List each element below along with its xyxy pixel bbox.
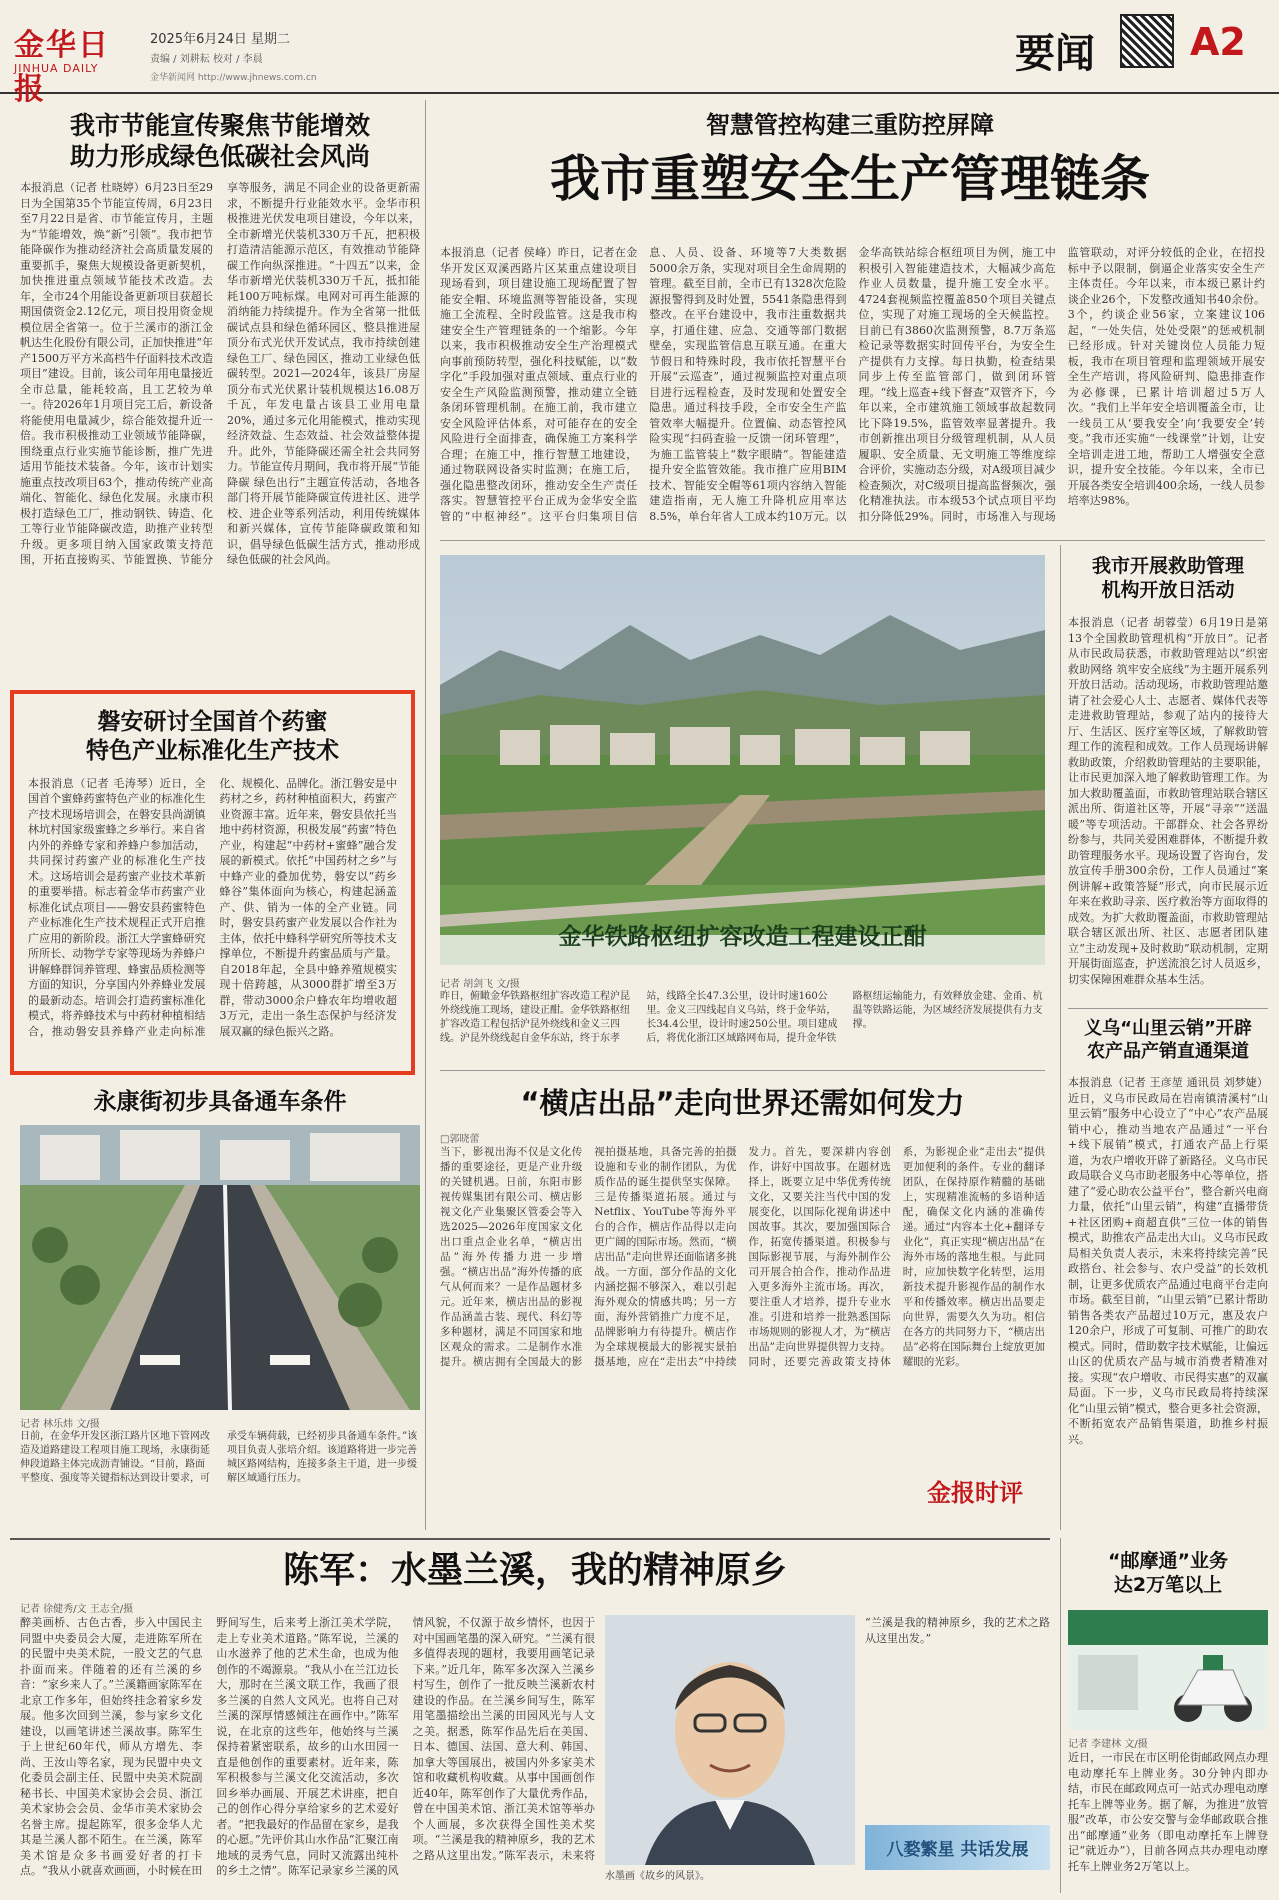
article-body: 本报消息（记者 王彦堃 通讯员 刘梦婕）近日，义乌市民政局在岩南镇清溪村“山里云销”服务中心设立了“中心”农产品展销中心，推动当地农产品通过“一平台+线下展销”模式，打通农产品上行渠道，为农户增收开辟了新路径。义乌市民政局联合义乌市助老服务中心等单位，搭建了“爱心助农公益平台”，整合新兴电商力量，依托“山里云销”，构建“直播带货+社区团购+商超直供”三位一体的销售模式，助推农产品走出大山。义乌市民政局相关负责人表示，未来将持续完善“民政搭台、社会参与、农户受益”的长效机制，让更多优质农产品通过电商平台走向市场。截至目前，“山里云销”已累计帮助销售各类农产品超过10万元，惠及农户120余户，形成了可复制、可推广的助农模式。同时，借助数字技术赋能，让偏远山区的优质农产品与城市消费者精准对接。实现“农户增收、市民得实惠”的双赢局面。下一步，义乌市民政局将持续深化“山里云销”模式，整合更多社会资源，不断拓宽农产品销售渠道，助推乡村振兴。: [1068, 1076, 1268, 1446]
article-headline: 我市重塑安全生产管理链条: [550, 150, 1150, 208]
article-rescue: [1068, 555, 1268, 603]
editor-credits: 责编 / 刘耕耘 校对 / 李晨: [150, 54, 263, 65]
chenjun-quote: “兰溪是我的精神原乡，我的艺术之路从这里出发。”: [865, 1616, 1050, 1645]
masthead: [0, 0, 1279, 107]
article-title-line: 机构开放日活动: [1101, 578, 1235, 601]
section-divider: [440, 540, 1265, 541]
page-number: A2: [1190, 20, 1246, 64]
newspaper-logo-sub: JINHUA DAILY: [14, 62, 99, 75]
postal-photo: [1068, 1610, 1268, 1730]
chenjun-byline: 记者 徐健秀/文 王志全/摄: [20, 1604, 134, 1615]
column-banner: [865, 1825, 1050, 1870]
article-kicker: 智慧管控构建三重防控屏障: [706, 111, 994, 139]
qr-code-icon: [1120, 14, 1174, 68]
chenjun-portrait: [605, 1615, 855, 1865]
yongkang-photo-image: [20, 1125, 420, 1410]
railway-photo-image: [440, 555, 1045, 965]
section-divider: [1068, 1008, 1268, 1009]
railway-caption: 昨日，俯瞰金华铁路枢纽扩容改造工程沪昆外绕线施工现场，建设正酣。金华铁路枢纽扩容改造工程包括沪昆外绕线和金义三四线。沪昆外绕线起自金华东站，终于东孝站，线路全长47.3公里，设计时速160公里。金义三四线起自义乌站，终于金华站，长34.4公里，设计时速250公里。项目建成后，将优化浙江区域路网布局，提升金华铁路枢纽运输能力，有效释放金建、金甬、杭温等铁路运能，为区域经济发展提供有力支撑。: [440, 991, 1043, 1044]
article-yiwu: [1068, 1018, 1268, 1063]
postal-byline: 记者 李建林 文/摄: [1068, 1739, 1148, 1750]
article-postal: [1068, 1550, 1268, 1598]
article-title-line: 磐安研讨全国首个药蜜: [97, 709, 328, 735]
article-title: 永康街初步具备通车条件: [93, 1089, 347, 1115]
column-banner-label: 八婺繁星 共话发展: [886, 1840, 1029, 1860]
section-divider: [10, 1538, 1050, 1540]
article-beekeeping: [10, 690, 415, 1075]
article-title-line: 助力形成绿色低碳社会风尚: [69, 142, 370, 172]
portrait-image: [605, 1615, 855, 1865]
issue-date: 2025年6月24日 星期二: [150, 32, 291, 47]
article-title: “横店出品”走向世界还需如何发力: [520, 1086, 965, 1120]
article-title-line: 我市开展救助管理: [1091, 555, 1244, 577]
commentary-badge-label: 金报时评: [927, 1478, 1023, 1507]
article-body: 本报消息（记者 侯峰）昨日，记者在金华开发区双溪西路片区某重点建设项目现场看到，项目建设施工现场配置了智能安全帽、环境监测等智能设备，实现施工全流程、全时段监管。这是我市构建安全生产管理链条的一个缩影。今年以来，我市积极推动安全生产治理模式向事前预防转型，强化科技赋能，以“数字化”手段加强对重点领域、重点行业的安全生产风险监测预警，推动建立全链条闭环管理机制。在施工前，我市建立安全风险评估体系，对可能存在的安全风险进行全面排查，确保施工方案科学合理；在施工中，推行智慧工地建设，通过物联网设备实时监测；在施工后，强化隐患整改闭环，推动安全生产责任落实。智慧管控平台正成为金华安全监管的“中枢神经”。这平台归集项目信息、人员、设备、环境等7大类数据5000余万条，实现对项目全生命周期的管理。截至目前，全市已有1328次危险源报警得到及时处置，5541条隐患得到整改。在平台建设中，我市注重数据共享，打通住建、应急、交通等部门数据壁垒，实现监管信息互联互通。在重大节假日和特殊时段，我市依托智慧平台开展“云巡查”，通过视频监控对重点项目进行远程检查，及时发现和处置安全隐患。通过科技手段，全市安全生产监管效率大幅提升。位置偏、动态管控风险实现“扫码查验一反馈一闭环管理”，为施工监管装上“数字眼睛”。智能建造提升安全监管效能。我市推广应用BIM技术、智能安全帽等61项内容纳入智能建造指南，无人施工升降机应用率达8.5%，单台年省人工成本约10万元。以金华高铁站综合枢纽项目为例，施工中积极引入智能建造技术，大幅减少高危作业人员数量，提升施工安全水平。4724套视频监控覆盖850个项目关键点位，实现了对施工现场的全天候监控。目前已有3860次监测预警，8.7万条巡检记录等数据实时回传平台，为安全生产提供有力支撑。每日执勤，检查结果同步上传至监管部门，做到闭环管理。“线上巡查+线下督查”双管齐下，今年以来，全市建筑施工领域事故起数同比下降19.5%，监管效率显著提升。我市创新推出项目分级管理机制，从人员履职、安全质量、无文明施工等维度综合评价，实施动态分级，对A级项目减少检查频次，对C级项目提高监督频次，强化精准执法。市本级53个试点项目平均扣分降低29%。同时，市场准入与现场监管联动，对评分较低的企业，在招投标中予以限制，倒逼企业落实安全生产主体责任。今年以来，市本级已累计约谈企业26个，下发整改通知书40余份。3个，约谈企业56家，立案建议106起，“一处失信，处处受限”的惩戒机制已经形成。针对关键岗位人员能力短板，我市在项目管理和监理领域开展安全生产培训，将风险研判、隐患排查作为必修课，已累计培训超过5万人次。“我们上半年安全培训覆盖全市，让一线员工从‘要我安全’向‘我要安全’转变。”我市还实施“一线课堂”计划，让安全培训走进工地，帮助工人增强安全意识，提升安全技能。今年以来，全市已开展各类安全培训400余场，一线人员参培率达98%。: [440, 246, 1265, 523]
article-title-line: 特色产业标准化生产技术: [86, 737, 339, 764]
article-body: 本报消息（记者 杜晓婷）6月23日至29日为全国第35个节能宣传周，6月23日至7月22日是省、市节能宣传月，主题为“节能增效，焕“新”引领”。我市把节能降碳作为推动经济社会高质量发展的重要抓手，聚焦大规模设备更新契机，加快推进重点领域节能技术改造。去年，全市24个用能设备更新项目获超长期国债资金2.12亿元，项目投用资金规模位居全省第一。位于兰溪市的浙江金帆达生化股份有限公司，正加快推进“年产1500万平方米高档牛仔面料技术改造项目”建设。目前，该公司年用电量接近全市总量，能耗较高，且工艺较为单一。待2026年1月项目完工后，新设备将能使用电量减少，综合能效提升近一倍。我市积极推动工业领域节能降碳，围绕重点行业实施节能诊断，推广先进适用节能技术装备。今年，该市计划实施重点技改项目63个，推动传统产业高端化、智能化、绿色化发展。永康市积极打造绿色工厂，推动钢铁、铸造、化工等行业节能降碳改造，助推产业转型升级。更多项目纳入国家政策支持范围，开拓直接购买、节能置换、节能分享等服务，满足不同企业的设备更新需求，不断提升行业能效水平。金华市积极推进光伏发电项目建设，今年以来，全市新增光伏装机330万千瓦，把积极打造清洁能源示范区，有效推动节能降碳工作向纵深推进。“十四五”以来，金华市新增光伏装机330万千瓦，抵扣能耗100万吨标煤。电网对可再生能源的消纳能力持续提升。作为全省第一批低碳试点县和绿色循环园区、整县推进屋顶分布式光伏开发试点，我市持续创建绿色工厂、绿色园区，推动工业绿色低碳转型。2021—2024年，该县厂房屋顶分布式光伏累计装机规模达16.08万千瓦，年发电量占该县工业用电量20%，通过多元化用能模式，推动实现经济效益、生态效益、社会效益整体提升。此外，节能降碳还需全社会共同努力。节能宣传月期间，我市将开展“节能降碳 绿色出行”主题宣传活动，各地各部门将开展节能降碳宣传进社区、进学校、进企业等系列活动，利用传统媒体和新兴媒体，宣传节能降碳政策和知识，倡导绿色低碳生活方式，推动形成绿色低碳的社会风尚。: [20, 181, 420, 566]
railway-byline: 记者 胡剑飞 文/摄: [440, 979, 520, 990]
article-safety: [440, 110, 1260, 244]
article-title-line: 我市节能宣传聚焦节能增效: [69, 111, 370, 140]
hengdian-byline: □郭晓蕾: [440, 1134, 480, 1145]
article-body: 本报消息（记者 毛涛琴）近日，全国首个蜜蜂药蜜特色产业的标准化生产技术现场培训会，在磐安县尚湖镇林坑村国家级蜜蜂之乡举行。来自省内外的养蜂专家和养蜂户参加活动，共同探讨药蜜产业的标准化生产技术。这场培训会是药蜜产业技术革新的重要举措。标志着金华市药蜜产业标准化试点项目——磐安县药蜜特色产业标准化生产技术规程正式开启推广应用的新阶段。浙江大学蜜蜂研究所所长、动物学专家等现场为养蜂户讲解蜂群饲养管理、蜂蜜品质检测等方面的知识，分享国内外养蜂业发展的最新动态。培训会打造药蜜标准化模式，将养蜂技术与中药材种植相结合，推动磐安县养蜂产业走向标准化、规模化、品牌化。浙江磐安是中药材之乡，药材种植面积大，药蜜产业资源丰富。近年来，磐安县依托当地中药材资源，积极发展“药蜜”特色产业，构建起“中药材+蜜蜂”融合发展的新模式。依托“中国药材之乡”与中蜂产业的叠加优势，磐安以“药乡蜂谷”集体面向为核心，构建起涵盖产、供、销为一体的全产业链。同时，磐安县药蜜产业发展以合作社为主体，依托中蜂科学研究所等技术支撑单位，不断提升药蜜品质与产量。自2018年起，全县中蜂养殖规模实现十倍跨越，从3000群扩增至3万群，带动3000余户蜂农年均增收超3万元，走出一条生态保护与经济发展双赢的绿色振兴之路。: [28, 776, 397, 1038]
article-title-line: 农产品产销直通渠道: [1087, 1040, 1249, 1062]
portrait-caption: 水墨画《故乡的风景》。: [605, 1871, 710, 1882]
newspaper-logo: 金华日报: [14, 28, 110, 107]
railway-photo: [440, 555, 1045, 965]
article-energy: [20, 110, 420, 173]
yongkang-photo: [20, 1125, 420, 1410]
website-line: 金华新闻网 http://www.jhnews.com.cn: [150, 73, 317, 83]
column-divider: [425, 100, 426, 1530]
article-title-line: 达2万笔以上: [1113, 1573, 1223, 1596]
article-title-line: 义乌“山里云销”开辟: [1084, 1018, 1252, 1039]
commentary-badge: [905, 1465, 1045, 1515]
article-body-cont: [865, 1615, 1050, 1815]
article-headline: 陈军：水墨兰溪，我的精神原乡: [282, 1550, 787, 1591]
article-body: 本报消息（记者 胡蓉莹）6月19日是第13个全国救助管理机构“开放日”。记者从市民政局获悉，市救助管理站以“织密救助网络 筑牢安全底线”为主题开展系列开放日活动。活动现场，市救助管理站邀请了社会爱心人士、志愿者、媒体代表等走进救助管理站，参观了站内的接待大厅、生活区、医疗室等区域，了解救助管理工作的流程和成效。工作人员现场讲解救助政策，介绍救助管理站的主要职能，让市民更加深入地了解救助管理工作。为加大救助覆盖面，市救助管理站联合辖区派出所、街道社区等，开展“寻亲”“送温暖”等专项活动。干部群众、社会各界纷纷参与，共同关爱困难群体，不断提升救助管理服务水平。现场设置了咨询台，发放宣传手册300余份，工作人员通过“案例讲解+政策答疑”形式，向市民展示近年来在救助寻亲、医疗救治等方面取得的成效。为扩大救助覆盖面，市救助管理站联合辖区派出所、社区、志愿者团队建立“主动发现+及时救助”联动机制，定期开展街面巡查，护送流浪乞讨人员返乡，切实保障困难群众基本生活。: [1068, 616, 1268, 986]
column-divider: [1060, 1538, 1061, 1893]
article-body: 醉美画桥、古色古香，步入中国民主同盟中央委员会大厦，走进陈军所在的民盟中央美术院，一股文艺的气息扑面而来。伴随着的还有兰溪的乡音：“家乡来人了。”兰溪籍画家陈军在北京工作多年，但始终挂念着家乡发展。他多次回到兰溪，参与家乡文化建设，以画笔讲述兰溪故事。陈军生于上世纪60年代，师从方增先、李尚、王汝山等名家，现为民盟中央文化委员会副主任、民盟中央美术院副秘书长、中国美术家协会会员、浙江美术家协会会员、金华市美术家协会名誉主席。提起陈军，很多金华人尤其是兰溪人都不陌生。在兰溪，陈军美术馆是众多书画爱好者的打卡点。“我从小就喜欢画画，小时候在田野间写生，后来考上浙江美术学院，走上专业美术道路。”陈军说，兰溪的山水滋养了他的艺术生命，也成为他创作的不竭源泉。“我从小在兰江边长大，那时在兰溪文联工作，我画了很多兰溪的自然人文风光。也将自己对兰溪的深厚情感倾注在画作中。”陈军说，在北京的这些年，他始终与兰溪保持着紧密联系，故乡的山水田园一直是他创作的重要素材。近年来，陈军积极参与兰溪文化交流活动，多次回乡举办画展、开展艺术讲座，把自己的创作心得分享给家乡的艺术爱好者。“把我最好的作品留在家乡，是我的心愿。”先评价其山水作品“汇聚江南地域的灵秀气息，同时又流露出纯朴的乡土之情”。陈军记录家乡兰溪的风情风貌，不仅源于故乡情怀，也因于对中国画笔墨的深入研究。“兰溪有很多值得表现的题材，我要用画笔记录下来。”近几年，陈军多次深入兰溪乡村写生，创作了一批反映兰溪新农村建设的作品。在兰溪乡间写生，陈军用笔墨描绘出兰溪的田园风光与人文之美。据悉，陈军作品先后在美国、日本、德国、法国、意大利、韩国、加拿大等国展出，被国内外多家美术馆和收藏机构收藏。从事中国画创作近40年，陈军创作了大量优秀作品，曾在中国美术馆、浙江美术馆等举办个人画展，多次获得全国性美术奖项。“兰溪是我的精神原乡，我的艺术之路从这里出发。”陈军表示，未来将: [20, 1616, 595, 1877]
article-body: 近日，一市民在市区明伦街邮政网点办理电动摩托车上牌业务。30分钟内即办结，市民在邮政网点可一站式办理电动摩托车上牌等业务。据了解，为推进“放管服”改革，市公安交警与金华邮政联合推出“邮摩通”业务（即电动摩托车上牌登记“就近办”），目前各网点共办理电动摩托车上牌业务2万笔以上。: [1068, 1751, 1268, 1873]
column-divider: [1060, 545, 1061, 1530]
section-divider: [440, 1070, 1045, 1071]
photo-caption-title: 金华铁路枢纽扩容改造工程建设正酣: [558, 924, 927, 950]
section-title: 要闻: [1015, 31, 1095, 77]
article-title-line: “邮摩通”业务: [1108, 1550, 1228, 1572]
postal-photo-image: [1068, 1610, 1268, 1730]
yongkang-byline: 记者 林乐炜 文/摄: [20, 1419, 100, 1430]
yongkang-caption: 日前，在金华开发区浙江路片区地下管网改造及道路建设工程项目施工现场，永康街延伸段道路主体完成沥青铺设。“目前，路面平整度、强度等关键指标达到设计要求，可承受车辆荷载，已经初步具备通车条件。”该项目负责人张培介绍。该道路将进一步完善城区路网结构，连接多条主干道，进一步缓解区域通行压力。: [20, 1431, 418, 1484]
article-body: 当下，影视出海不仅是文化传播的重要途径，更是产业升级的关键机遇。日前，东阳市影视传媒集团有限公司、横店影视文化产业集聚区管委会等入选2025—2026年度国家文化出口重点企业名单，“横店出品”海外传播力进一步增强。“横店出品”海外传播的底气从何而来？一是作品题材多元。近年来，横店出品的影视作品涵盖古装、现代、科幻等多种题材，满足不同国家和地区观众的需求。二是制作水准提升。横店拥有全国最大的影视拍摄基地，具备完善的拍摄设施和专业的制作团队，为优质作品的诞生提供坚实保障。三是传播渠道拓展。通过与Netflix、YouTube等海外平台的合作，横店作品得以走向更广阔的国际市场。然而，“横店出品”走向世界还面临诸多挑战。一方面，部分作品的文化内涵挖掘不够深入，难以引起海外观众的情感共鸣；另一方面，海外营销推广力度不足，品牌影响力有待提升。横店作为全球规模最大的影视实景拍摄基地，应在“走出去”中持续发力。首先，要深耕内容创作，讲好中国故事。在题材选择上，既要立足中华优秀传统文化，又要关注当代中国的发展变化，以国际化视角讲述中国故事。其次，要加强国际合作，拓宽传播渠道。积极参与国际影视节展，与海外制作公司开展合拍合作，推动作品进入更多海外主流市场。再次，要注重人才培养，提升专业水准。引进和培养一批熟悉国际市场规则的影视人才，为“横店出品”走向世界提供智力支持。同时，还要完善政策支持体系，为影视企业“走出去”提供更加便利的条件。专业的翻译团队，在保持原作精髓的基础上，实现精准流畅的多语种适配，确保文化内涵的准确传递。通过“内容本土化+翻译专业化”，真正实现“横店出品”在海外市场的落地生根。与此同时，应加快数字化转型，运用新技术提升影视作品的制作水平和传播效率。横店出品要走向世界，需要久久为功。相信在各方的共同努力下，“横店出品”必将在国际舞台上绽放更加耀眼的光彩。: [440, 1146, 1045, 1368]
